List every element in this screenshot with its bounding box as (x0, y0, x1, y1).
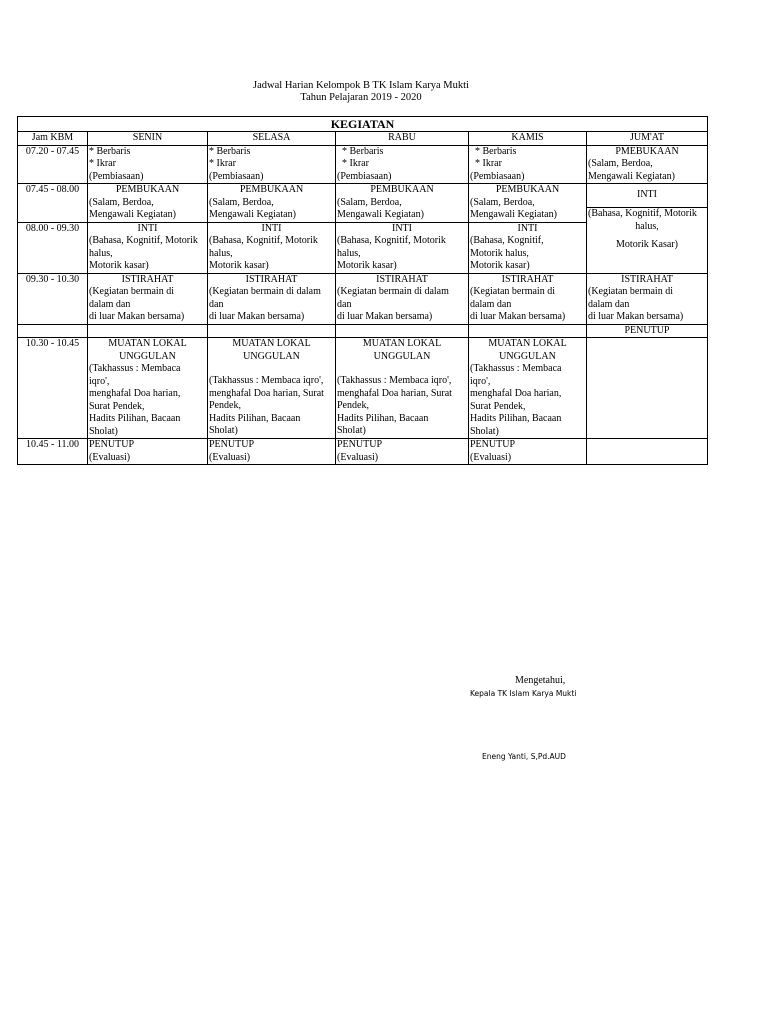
cell-title: INTI (637, 189, 657, 201)
cell-line: Hadits Pilihan, Bacaan (470, 413, 562, 424)
cell-line: menghafal Doa harian, Surat (337, 387, 452, 399)
cell-line: iqro', (470, 375, 491, 387)
cell-line: (Pembiasaan) (89, 170, 144, 182)
cell-line: (Salam, Berdoa, (588, 158, 653, 169)
cell-line: Motorik kasar) (470, 260, 530, 271)
cell-line: dan (209, 298, 224, 310)
signature-name: Eneng Yanti, S,Pd.AUD (482, 752, 566, 761)
col-header-time: Jam KBM (18, 132, 88, 146)
cell-line: (Salam, Berdoa, (209, 196, 274, 208)
cell-title: UNGGULAN (373, 350, 431, 362)
cell-line: (Takhassus : Membaca (470, 363, 562, 374)
cell-muatan-lokal (208, 338, 336, 439)
cell-line: Mengawali Kegiatan) (337, 209, 424, 220)
cell-inti (336, 222, 469, 273)
cell-jumat-pembukaan (587, 145, 708, 184)
cell-line: Mengawali Kegiatan) (470, 209, 557, 220)
cell-line: Sholat) (89, 425, 118, 437)
cell-title: PENUTUP (624, 324, 670, 336)
cell-istirahat (469, 273, 587, 324)
cell-line: Mengawali Kegiatan) (89, 209, 176, 220)
cell-muatan-lokal (88, 338, 208, 439)
cell-line: * Ikrar (342, 158, 369, 169)
cell-line: * Berbaris (209, 145, 251, 157)
cell-jumat-inti (587, 208, 708, 274)
empty-cell (18, 324, 88, 338)
cell-pembukaan (469, 184, 587, 223)
cell-title: INTI (137, 222, 158, 234)
cell-line: Sholat) (209, 425, 238, 436)
cell-line: (Kegiatan bermain di (470, 286, 555, 297)
cell-penutup (469, 439, 587, 465)
cell-line: di luar Makan bersama) (89, 311, 185, 322)
cell-title: PEMBUKAAN (115, 184, 180, 195)
signature-role: Kepala TK Islam Karya Mukti (470, 689, 577, 698)
cell-pembiasaan (88, 145, 208, 184)
cell-line: dan (337, 298, 352, 310)
schedule-table (17, 116, 708, 465)
cell-line: Motorik Kasar) (616, 239, 678, 250)
cell-pembiasaan (336, 145, 469, 184)
cell-title: PENUTUP (470, 439, 516, 450)
cell-line: menghafal Doa harian, (89, 388, 181, 399)
col-header-rabu: RABU (336, 132, 469, 146)
cell-title: ISTIRAHAT (121, 273, 174, 285)
cell-istirahat (587, 273, 708, 324)
table-row (18, 132, 708, 146)
time-slot: 10.30 - 10.45 (18, 338, 88, 439)
cell-line: menghafal Doa harian, Surat (209, 387, 324, 399)
cell-pembiasaan (469, 145, 587, 184)
cell-line: (Evaluasi) (89, 451, 131, 463)
cell-title: ISTIRAHAT (501, 273, 554, 285)
cell-line: Hadits Pilihan, Bacaan (209, 412, 301, 424)
cell-pembukaan (208, 184, 336, 223)
col-header-senin: SENIN (88, 132, 208, 146)
cell-line: (Bahasa, Kognitif, Motorik (89, 235, 198, 246)
cell-line: (Evaluasi) (337, 451, 379, 463)
empty-cell (208, 324, 336, 338)
cell-line: (Bahasa, Kognitif, (470, 235, 544, 246)
cell-title: MUATAN LOKAL (488, 338, 567, 349)
cell-line: (Kegiatan bermain di dalam (337, 286, 449, 297)
cell-title: PENUTUP (337, 439, 383, 450)
cell-line: di luar Makan bersama) (470, 311, 566, 322)
cell-title: UNGGULAN (119, 350, 176, 362)
kegiatan-header: KEGIATAN (18, 117, 708, 132)
cell-title: UNGGULAN (243, 350, 300, 362)
cell-line: (Bahasa, Kognitif, Motorik (209, 235, 318, 246)
cell-line: Motorik kasar) (209, 260, 269, 271)
table-row (18, 324, 708, 338)
cell-line: iqro', (89, 375, 110, 387)
cell-line: Motorik halus, (470, 247, 529, 259)
cell-line: Motorik kasar) (89, 260, 149, 271)
empty-cell (88, 324, 208, 338)
cell-line: (Takhassus : Membaca iqro', (337, 375, 452, 386)
cell-title: PEMBUKAAN (239, 184, 304, 195)
cell-line: * Ikrar (475, 158, 502, 169)
cell-line: halus, (89, 247, 113, 259)
col-header-jumat: JUM'AT (587, 132, 708, 146)
cell-line: * Berbaris (475, 145, 517, 157)
cell-muatan-lokal (469, 338, 587, 439)
cell-line: halus, (209, 247, 233, 259)
cell-line: (Kegiatan bermain di (89, 286, 174, 297)
cell-line: Surat Pendek, (470, 400, 526, 412)
col-header-kamis: KAMIS (469, 132, 587, 146)
cell-pembukaan (88, 184, 208, 223)
cell-inti (469, 222, 587, 273)
cell-line: (Pembiasaan) (209, 170, 264, 182)
cell-line: * Ikrar (209, 158, 236, 169)
cell-line: Mengawali Kegiatan) (588, 170, 675, 182)
cell-line: halus, (635, 220, 659, 232)
cell-line: * Ikrar (89, 158, 116, 169)
cell-line: (Salam, Berdoa, (337, 196, 402, 208)
table-row (18, 145, 708, 184)
cell-line: Hadits Pilihan, Bacaan (337, 412, 429, 424)
table-row (18, 273, 708, 324)
cell-line: (Salam, Berdoa, (89, 196, 154, 208)
table-row (18, 184, 708, 208)
empty-cell (587, 439, 708, 465)
cell-title: ISTIRAHAT (376, 273, 428, 285)
empty-cell (587, 338, 708, 439)
cell-line: Pendek, (337, 400, 369, 411)
table-row (18, 338, 708, 439)
cell-line: di luar Makan bersama) (588, 311, 684, 322)
cell-line: dalam dan (89, 298, 131, 310)
cell-penutup (88, 439, 208, 465)
cell-line: di luar Makan bersama) (337, 311, 433, 322)
time-slot: 09.30 - 10.30 (18, 273, 88, 324)
cell-line: (Pembiasaan) (470, 170, 525, 182)
cell-line: (Kegiatan bermain di (588, 286, 673, 297)
cell-line: * Berbaris (89, 145, 131, 157)
cell-line: Surat Pendek, (89, 400, 145, 412)
document-title: Jadwal Harian Kelompok B TK Islam Karya Mukti (253, 80, 469, 91)
cell-line: (Takhassus : Membaca (89, 363, 181, 374)
cell-istirahat (208, 273, 336, 324)
cell-jumat-inti-title (587, 184, 708, 208)
cell-line: Sholat) (470, 425, 499, 437)
cell-line: (Bahasa, Kognitif, Motorik (337, 235, 446, 246)
empty-cell (469, 324, 587, 338)
cell-line: dalam dan (470, 298, 512, 310)
cell-line: * Berbaris (342, 145, 384, 157)
cell-title: MUATAN LOKAL (108, 338, 187, 349)
cell-line: dalam dan (588, 298, 630, 310)
cell-penutup (208, 439, 336, 465)
cell-title: PEMBUKAAN (495, 184, 560, 195)
cell-penutup (336, 439, 469, 465)
cell-muatan-lokal (336, 338, 469, 439)
cell-line: di luar Makan bersama) (209, 311, 305, 322)
cell-line: Motorik kasar) (337, 260, 397, 271)
cell-line: menghafal Doa harian, (470, 388, 562, 399)
academic-year: Tahun Pelajaran 2019 - 2020 (300, 92, 422, 103)
cell-line: (Salam, Berdoa, (470, 196, 535, 208)
cell-title: MUATAN LOKAL (232, 338, 311, 349)
cell-inti (88, 222, 208, 273)
cell-title: PMEBUKAAN (615, 145, 679, 157)
cell-inti (208, 222, 336, 273)
cell-title: UNGGULAN (499, 350, 556, 362)
signature-known: Mengetahui, (515, 675, 566, 686)
cell-title: MUATAN LOKAL (362, 338, 442, 349)
cell-istirahat (336, 273, 469, 324)
table-row (18, 117, 708, 132)
cell-line: (Evaluasi) (209, 451, 251, 463)
cell-line: Sholat) (337, 425, 366, 436)
time-slot: 07.20 - 07.45 (18, 145, 88, 184)
cell-line: halus, (337, 247, 361, 259)
cell-line: (Takhassus : Membaca iqro', (209, 375, 324, 386)
cell-title: PEMBUKAAN (370, 184, 434, 195)
cell-line: (Kegiatan bermain di dalam (209, 286, 321, 297)
cell-title: PENUTUP (209, 439, 255, 450)
cell-line: Pendek, (209, 400, 241, 411)
cell-line: Hadits Pilihan, Bacaan (89, 413, 181, 424)
cell-line: (Bahasa, Kognitif, Motorik (588, 208, 697, 219)
cell-pembukaan (336, 184, 469, 223)
cell-line: (Evaluasi) (470, 451, 512, 463)
cell-title: INTI (261, 222, 282, 234)
cell-title: PENUTUP (89, 439, 135, 450)
table-row (18, 439, 708, 465)
cell-line: Mengawali Kegiatan) (209, 209, 296, 220)
cell-pembiasaan (208, 145, 336, 184)
cell-istirahat (88, 273, 208, 324)
cell-title: INTI (392, 222, 412, 234)
cell-title: ISTIRAHAT (245, 273, 298, 285)
cell-title: INTI (517, 222, 538, 234)
col-header-selasa: SELASA (208, 132, 336, 146)
cell-title: ISTIRAHAT (621, 273, 673, 285)
cell-line: (Pembiasaan) (337, 170, 392, 182)
time-slot: 08.00 - 09.30 (18, 222, 88, 273)
empty-cell (336, 324, 469, 338)
time-slot: 10.45 - 11.00 (18, 439, 88, 465)
time-slot: 07.45 - 08.00 (18, 184, 88, 223)
cell-jumat-penutup (587, 324, 708, 338)
